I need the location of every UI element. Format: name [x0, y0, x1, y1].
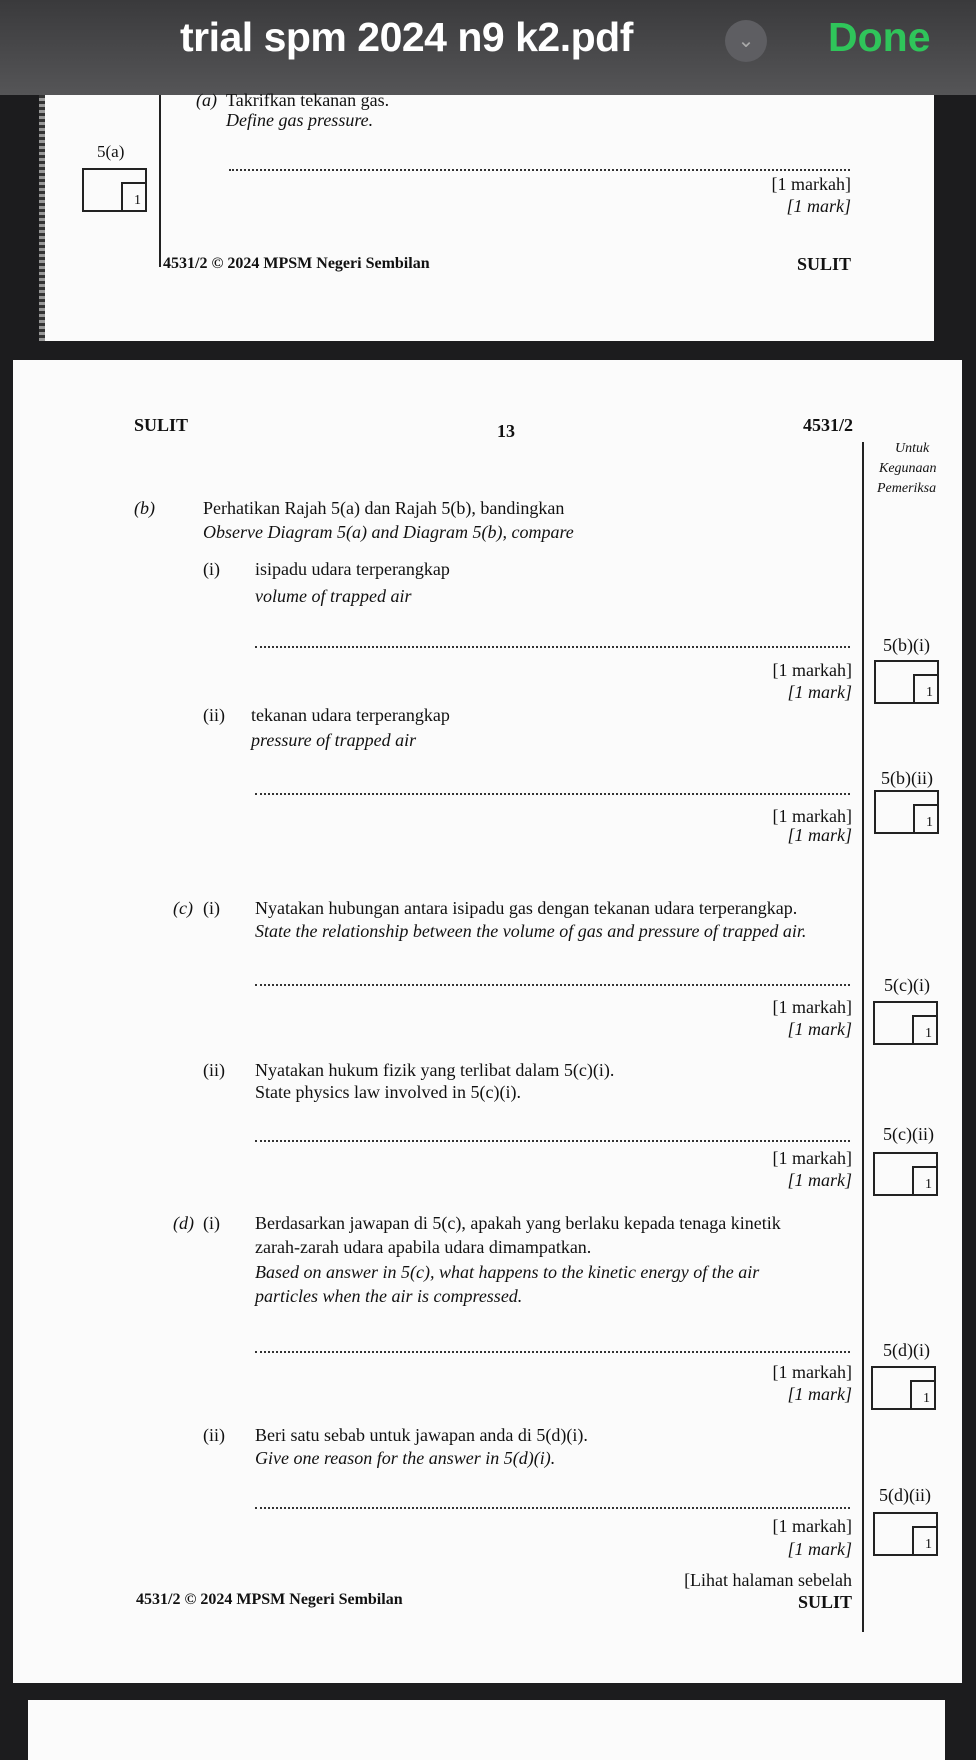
subquestion-number: (ii): [203, 705, 225, 725]
subquestion-malay: Nyatakan hukum fizik yang terlibat dalam 5(c)(i).: [255, 1060, 615, 1080]
marks-english: [1 mark]: [786, 196, 851, 216]
answer-line[interactable]: [255, 793, 850, 795]
marks-malay: [1 markah]: [772, 1148, 852, 1168]
mark-box-score: 1: [912, 1015, 938, 1045]
answer-line[interactable]: [255, 984, 850, 986]
footer-copyright: 4531/2 © 2024 MPSM Negeri Sembilan: [163, 255, 430, 272]
document-title[interactable]: trial spm 2024 n9 k2.pdf: [180, 14, 633, 60]
margin-heading: Pemeriksa: [877, 481, 937, 496]
answer-line[interactable]: [255, 1351, 850, 1353]
mark-box: [873, 1152, 938, 1196]
marks-malay: [1 markah]: [772, 1362, 852, 1382]
marks-english: [1 mark]: [787, 1384, 852, 1404]
mark-box: [82, 168, 147, 212]
footer-copyright: 4531/2 © 2024 MPSM Negeri Sembilan: [136, 1591, 403, 1608]
margin-divider: [159, 95, 161, 267]
done-button[interactable]: Done: [828, 14, 931, 60]
question-label: 5(c)(i): [884, 975, 930, 995]
mark-box-score: 1: [913, 674, 939, 704]
marks-malay: [1 markah]: [771, 174, 851, 194]
margin-divider: [862, 442, 864, 1632]
mark-box-score: 1: [913, 804, 939, 834]
subquestion-english: State physics law involved in 5(c)(i).: [255, 1082, 521, 1102]
question-english: Observe Diagram 5(a) and Diagram 5(b), compare: [203, 522, 574, 542]
next-page: [28, 1700, 945, 1760]
question-letter: (a): [196, 90, 217, 110]
answer-line[interactable]: [229, 169, 850, 171]
marks-english: [1 mark]: [787, 825, 852, 845]
subquestion-malay: tekanan udara terperangkap: [251, 705, 450, 725]
subquestion-malay: Berdasarkan jawapan di 5(c), apakah yang berlaku kepada tenaga kinetik: [255, 1213, 781, 1233]
header-sulit: SULIT: [134, 415, 189, 435]
marks-malay: [1 markah]: [772, 1516, 852, 1536]
mark-box: [873, 1001, 938, 1045]
margin-heading: Untuk: [895, 441, 930, 456]
marks-malay: [1 markah]: [772, 997, 852, 1017]
subquestion-english: pressure of trapped air: [251, 730, 417, 750]
subquestion-english: particles when the air is compressed.: [255, 1286, 523, 1306]
question-letter: (b): [134, 498, 155, 518]
marks-english: [1 mark]: [787, 682, 852, 702]
next-page-note: [Lihat halaman sebelah: [684, 1570, 852, 1590]
mark-box-score: 1: [912, 1526, 938, 1556]
subquestion-number: (i): [203, 559, 220, 579]
subquestion-malay: zarah-zarah udara apabila udara dimampatkan.: [255, 1237, 592, 1257]
marks-english: [1 mark]: [787, 1539, 852, 1559]
subquestion-number: (i): [203, 1213, 220, 1233]
question-english: Define gas pressure.: [226, 110, 374, 130]
question-label: 5(b)(ii): [881, 768, 933, 788]
previous-page: [39, 90, 934, 341]
subquestion-english: Based on answer in 5(c), what happens to the kinetic energy of the air: [255, 1262, 760, 1282]
marks-malay: [1 markah]: [772, 660, 852, 680]
answer-line[interactable]: [255, 1140, 850, 1142]
mark-box: [874, 790, 939, 834]
answer-line[interactable]: [255, 646, 850, 648]
footer-sulit: SULIT: [797, 1592, 852, 1612]
subquestion-malay: isipadu udara terperangkap: [255, 559, 450, 579]
footer-sulit: SULIT: [796, 254, 851, 274]
marks-english: [1 mark]: [787, 1170, 852, 1190]
viewer-header: [0, 0, 976, 95]
answer-line[interactable]: [255, 1507, 850, 1509]
mark-box: [873, 1512, 938, 1556]
question-malay: Takrifkan tekanan gas.: [226, 90, 390, 110]
subquestion-malay: Beri satu sebab untuk jawapan anda di 5(d)(i).: [255, 1425, 588, 1445]
question-label: 5(c)(ii): [883, 1124, 934, 1144]
subquestion-number: (ii): [203, 1060, 225, 1080]
question-label: 5(d)(ii): [879, 1485, 931, 1505]
question-letter: (c): [173, 898, 193, 918]
question-label: 5(d)(i): [883, 1340, 930, 1360]
page-number: 13: [497, 421, 515, 441]
mark-box: [874, 660, 939, 704]
margin-heading: Kegunaan: [879, 461, 937, 476]
paper-code: 4531/2: [803, 415, 854, 435]
mark-box-score: 1: [121, 182, 147, 212]
subquestion-malay: Nyatakan hubungan antara isipadu gas dengan tekanan udara terperangkap.: [255, 898, 798, 918]
mark-box: [871, 1366, 936, 1410]
subquestion-english: State the relationship between the volume of gas and pressure of trapped air.: [255, 921, 807, 941]
question-letter: (d): [173, 1213, 194, 1233]
mark-box-score: 1: [910, 1380, 936, 1410]
subquestion-number: (ii): [203, 1425, 225, 1445]
question-label: 5(b)(i): [883, 635, 930, 655]
subquestion-english: volume of trapped air: [255, 586, 412, 606]
page-edge: [39, 95, 45, 341]
marks-malay: [1 markah]: [772, 806, 852, 826]
subquestion-number: (i): [203, 898, 220, 918]
pdf-page-13: [13, 360, 962, 1683]
chevron-down-icon[interactable]: ⌄: [725, 20, 767, 62]
marks-english: [1 mark]: [787, 1019, 852, 1039]
question-malay: Perhatikan Rajah 5(a) dan Rajah 5(b), bandingkan: [203, 498, 565, 518]
question-label: 5(a): [97, 142, 125, 161]
subquestion-english: Give one reason for the answer in 5(d)(i).: [255, 1448, 556, 1468]
mark-box-score: 1: [912, 1166, 938, 1196]
